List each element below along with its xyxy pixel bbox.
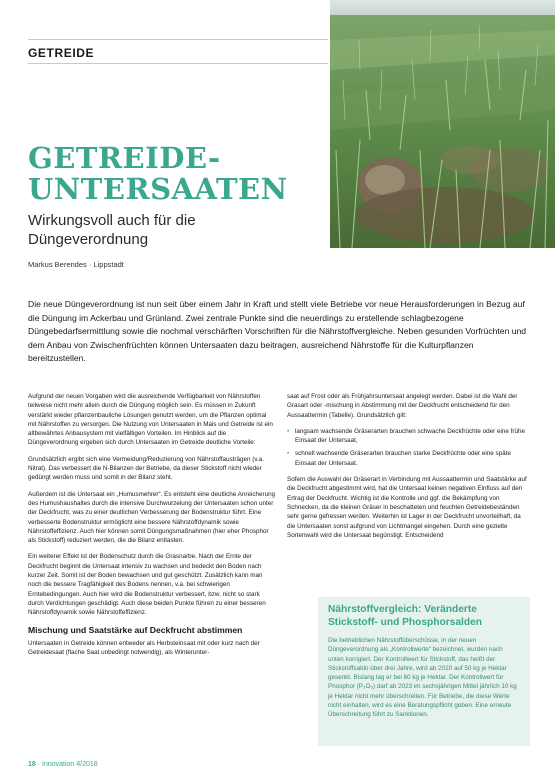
- paragraph: Untersaaten in Getreide können entweder als Herbsteinsaat mit oder kurz nach der Getreidesaat (flache Saat unbedingt notwendig), als Winterunter-: [28, 639, 260, 656]
- info-box-title-line-2: Stickstoff- und Phosphorsalden: [328, 617, 482, 628]
- paragraph: saat auf Frost oder als Frühjahrsuntersaat angelegt werden. Dabei ist die Wahl der Grasart oder -mischung in Abstimmung mit der Deckfrucht entscheidend für den Aussaattermin (Tabelle). Grundsätzlich gilt:: [287, 393, 518, 419]
- page-footer: [28, 761, 98, 768]
- subtitle-line-2: Düngeverordnung: [28, 231, 149, 248]
- lead-paragraph: Die neue Düngeverordnung ist nun seit über einem Jahr in Kraft und stellt viele Betriebe vor neue Herausforderungen in Bezug auf die Düngung im Ackerbau und Grünland. Zwei zentrale Punkte sind die neuerdings zu erstellende schlagbezogene Düngebedarfsermittlung sowie die nochmal verschärften Vorschriften für die Nährstoffvergleiche. Neben gesunden Vorfrüchten und dem Anbau von Zwischenfrüchten können Untersaaten dazu beitragen, ausreichend Nährstoffe für die Kulturpflanzen bereitzustellen.: [28, 299, 527, 364]
- top-rule: [28, 39, 328, 40]
- bullet-item: • langsam wachsende Gräserarten brauchen schwache Deckfrüchte oder eine frühe Einsaat der Untersaat,: [287, 427, 529, 446]
- page-number: 18: [28, 761, 36, 768]
- info-box: [318, 597, 530, 746]
- paragraph: Sofern die Auswahl der Gräserart in Verbindung mit Aussaattermin und Saatstärke auf die Deckfrucht abgestimmt wird, hat die Untersaat keinen negativen Einfluss auf den Ertrag der Deckfrucht. Wichtig ist die Kontrolle und ggf. die Bekämpfung von Schnecken, da die kleinen Gräser in beschatteten und feuchten Getreidebeständen sehr gerne gefressen werden. Weiterhin ist Lager in der Deckfrucht unvorteilhaft, da die Untersaaten sonst aufgrund von Lichtmangel eingehen. Durch eine gezielte Sortenwahl wird die Untersaat begünstigt. Entscheidend: [287, 476, 527, 539]
- info-box-title: [328, 603, 520, 629]
- paragraph: Grundsätzlich ergibt sich eine Vermeidung/Reduzierung von Nährstoffausträgen (v.a. Nitrat). Das verbessert die N-Bilanzen der Betriebe, da dieser Stickstoff nicht wieder gedüngt werden muss und somit in der Bilanz steht.: [28, 455, 265, 482]
- paragraph: Außerdem ist die Untersaat ein „Humusmehrer“. Es entsteht eine deutliche Anreicherung des Humushaushaltes durch die intensive Durchwurzelung der Untersaaten schon unter der Deckfrucht, was zu einer deutlichen Verbesserung der Bodenstruktur führt. Eine verbesserte Bodenstruktur ermöglicht eine bessere Nährstoffdynamik sowie Nährstoffeffizienz. Auch hier können somit Düngungsmaßnahmen (hier eher Phosphor als Stickstoff) reduziert werden, die die Bilanz entlasten.: [28, 490, 276, 545]
- section-label: GETREIDE: [28, 46, 95, 60]
- section-rule: [28, 63, 328, 64]
- body-column-2: [287, 392, 529, 547]
- paragraph: Aufgrund der neuen Vorgaben wird die ausreichende Verfügbarkeit von Nährstoffen teilweise nicht mehr allein durch die Düngung möglich sein. Es müssen in Zukunft verstärkt wieder pflanzenbauliche Lösungen genutzt werden, um die Pflanzen optimal mit Nährstoffen zu versorgen. Die Nutzung von Untersaaten in Mais und Getreide ist ein altbewährtes Anbausystem mit vielfältigen Vorteilen. Im Hinblick auf die Düngeverordnung ergeben sich durch Untersaaten im Getreide deutliche Vorteile:: [28, 393, 273, 447]
- article-headline: [28, 143, 358, 205]
- headline-line-1: GETREIDE-: [28, 141, 221, 175]
- bullet-list: [287, 427, 529, 468]
- info-box-body: Die betrieblichen Nährstoffüberschüsse, in der neuen Düngeverordnung als „Kontrollwerte“ bezeichnet, wurden nach unten korrigiert. Der Kontrollwert für Stickstoff, das heißt der Stickstoffsaldo über drei Jahre, wird ab 2020 auf 50 kg je Hektar gesenkt. Bislang lag er bei 60 kg je Hektar. Der Kontrollwert für Phosphor (P₂O₅) darf ab 2023 im sechsjährigen Mittel jährlich 10 kg je Hektar nicht mehr überschreiten. Für Betriebe, die diese Werte nicht einhalten, wird es eine Beratungspflicht geben. Eine erneute Überschreitung führt zu Sanktionen.: [328, 637, 517, 719]
- article-subtitle: [28, 211, 348, 249]
- author-byline: Markus Berendes · Lippstadt: [28, 260, 124, 269]
- section-heading: Mischung und Saatstärke auf Deckfrucht abstimmen: [28, 624, 243, 635]
- field-photo: [330, 0, 555, 248]
- headline-line-2: UNTERSAATEN: [28, 172, 288, 206]
- info-box-title-line-1: Nährstoffvergleich: Veränderte: [328, 604, 477, 615]
- paragraph: Ein weiterer Effekt ist der Bodenschutz durch die Grasnarbe. Nach der Ernte der Deckfrucht beginnt die Untersaat intensiv zu wachsen und bedeckt den Boden nach kurzer Zeit. Somit ist der Boden bewachsen und gut geschützt. Zusätzlich kann man noch die bessere Tragfähigkeit des Bodens nennen, v.a. bei schwierigen Erntebedingungen. Auch hier wird die Bodenstruktur verbessert, bzw. nicht so stark durch Verdichtungen geschädigt. Auch diese beiden Punkte führen zu einer besseren Nährstoffdynamik sowie Nährstoffeffizienz.: [28, 553, 266, 617]
- issue-label: · Innovation 4/2018: [37, 761, 98, 768]
- subtitle-line-1: Wirkungsvoll auch für die: [28, 212, 196, 229]
- body-column-1: [28, 392, 276, 664]
- bullet-item: • schnell wachsende Gräserarten brauchen starke Deckfrüchte oder eine späte Einsaat der Untersaat.: [287, 449, 529, 468]
